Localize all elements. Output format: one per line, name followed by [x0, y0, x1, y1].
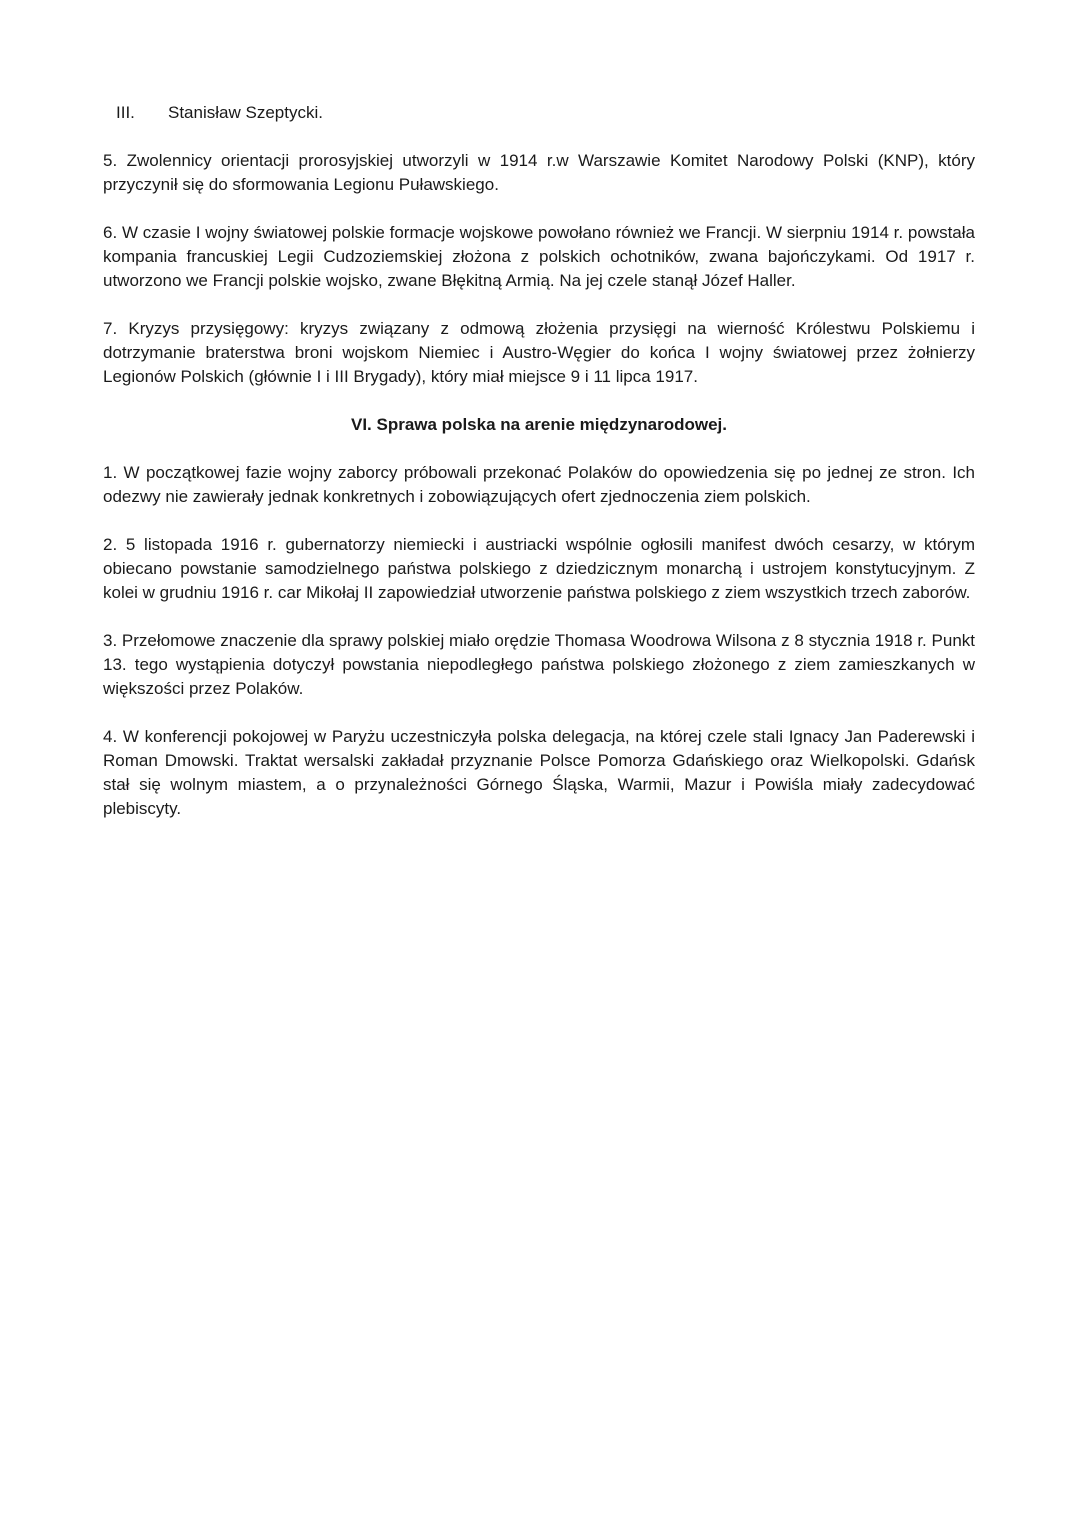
list-item-roman: [103, 101, 975, 125]
document-page: [103, 101, 975, 845]
list-item-text: Stanisław Szeptycki.: [168, 103, 323, 122]
list-item-numeral: III.: [116, 103, 135, 122]
paragraph-6: 6. W czasie I wojny światowej polskie formacje wojskowe powołano również we Francji. W sierpniu 1914 r. powstała kompania francuskiej Legii Cudzoziemskiej złożona z polskich ochotników, zwana bajończykami. Od 1917 r. utworzono we Francji polskie wojsko, zwane Błękitną Armią. Na jej czele stanął Józef Haller.: [103, 223, 975, 290]
paragraph-7: 7. Kryzys przysięgowy: kryzys związany z odmową złożenia przysięgi na wierność Królestwu Polskiemu i dotrzymanie braterstwa broni wojskom Niemiec i Austro-Węgier do końca I wojny światowej przez żołnierzy Legionów Polskich (głównie I i III Brygady), który miał miejsce 9 i 11 lipca 1917.: [103, 319, 975, 386]
section-title: VI. Sprawa polska na arenie międzynarodowej.: [350, 415, 728, 434]
paragraph-5: 5. Zwolennicy orientacji prorosyjskiej utworzyli w 1914 r.w Warszawie Komitet Narodowy Polski (KNP), który przyczynił się do sformowania Legionu Puławskiego.: [103, 151, 975, 194]
section-paragraph-3: 3. Przełomowe znaczenie dla sprawy polskiej miało orędzie Thomasa Woodrowa Wilsona z 8 stycznia 1918 r. Punkt 13. tego wystąpienia dotyczył powstania niepodległego państwa polskiego złożonego z ziem zamieszkanych w większości przez Polaków.: [103, 631, 975, 698]
section-paragraph-2: 2. 5 listopada 1916 r. gubernatorzy niemiecki i austriacki wspólnie ogłosili manifest dwóch cesarzy, w którym obiecano powstanie samodzielnego państwa polskiego z dziedzicznym monarchą i ustrojem konstytucyjnym. Z kolei w grudniu 1916 r. car Mikołaj II zapowiedział utworzenie państwa polskiego z ziem wszystkich trzech zaborów.: [103, 535, 975, 602]
section-paragraph-4: 4. W konferencji pokojowej w Paryżu uczestniczyła polska delegacja, na której czele stali Ignacy Jan Paderewski i Roman Dmowski. Traktat wersalski zakładał przyznanie Polsce Pomorza Gdańskiego oraz Wielkopolski. Gdańsk stał się wolnym miastem, a o przynależności Górnego Śląska, Warmii, Mazur i Powiśla miały zadecydować plebiscyty.: [103, 727, 975, 818]
section-paragraph-1: 1. W początkowej fazie wojny zaborcy próbowali przekonać Polaków do opowiedzenia się po jednej ze stron. Ich odezwy nie zawierały jednak konkretnych i zobowiązujących ofert zjednoczenia ziem polskich.: [103, 463, 975, 506]
